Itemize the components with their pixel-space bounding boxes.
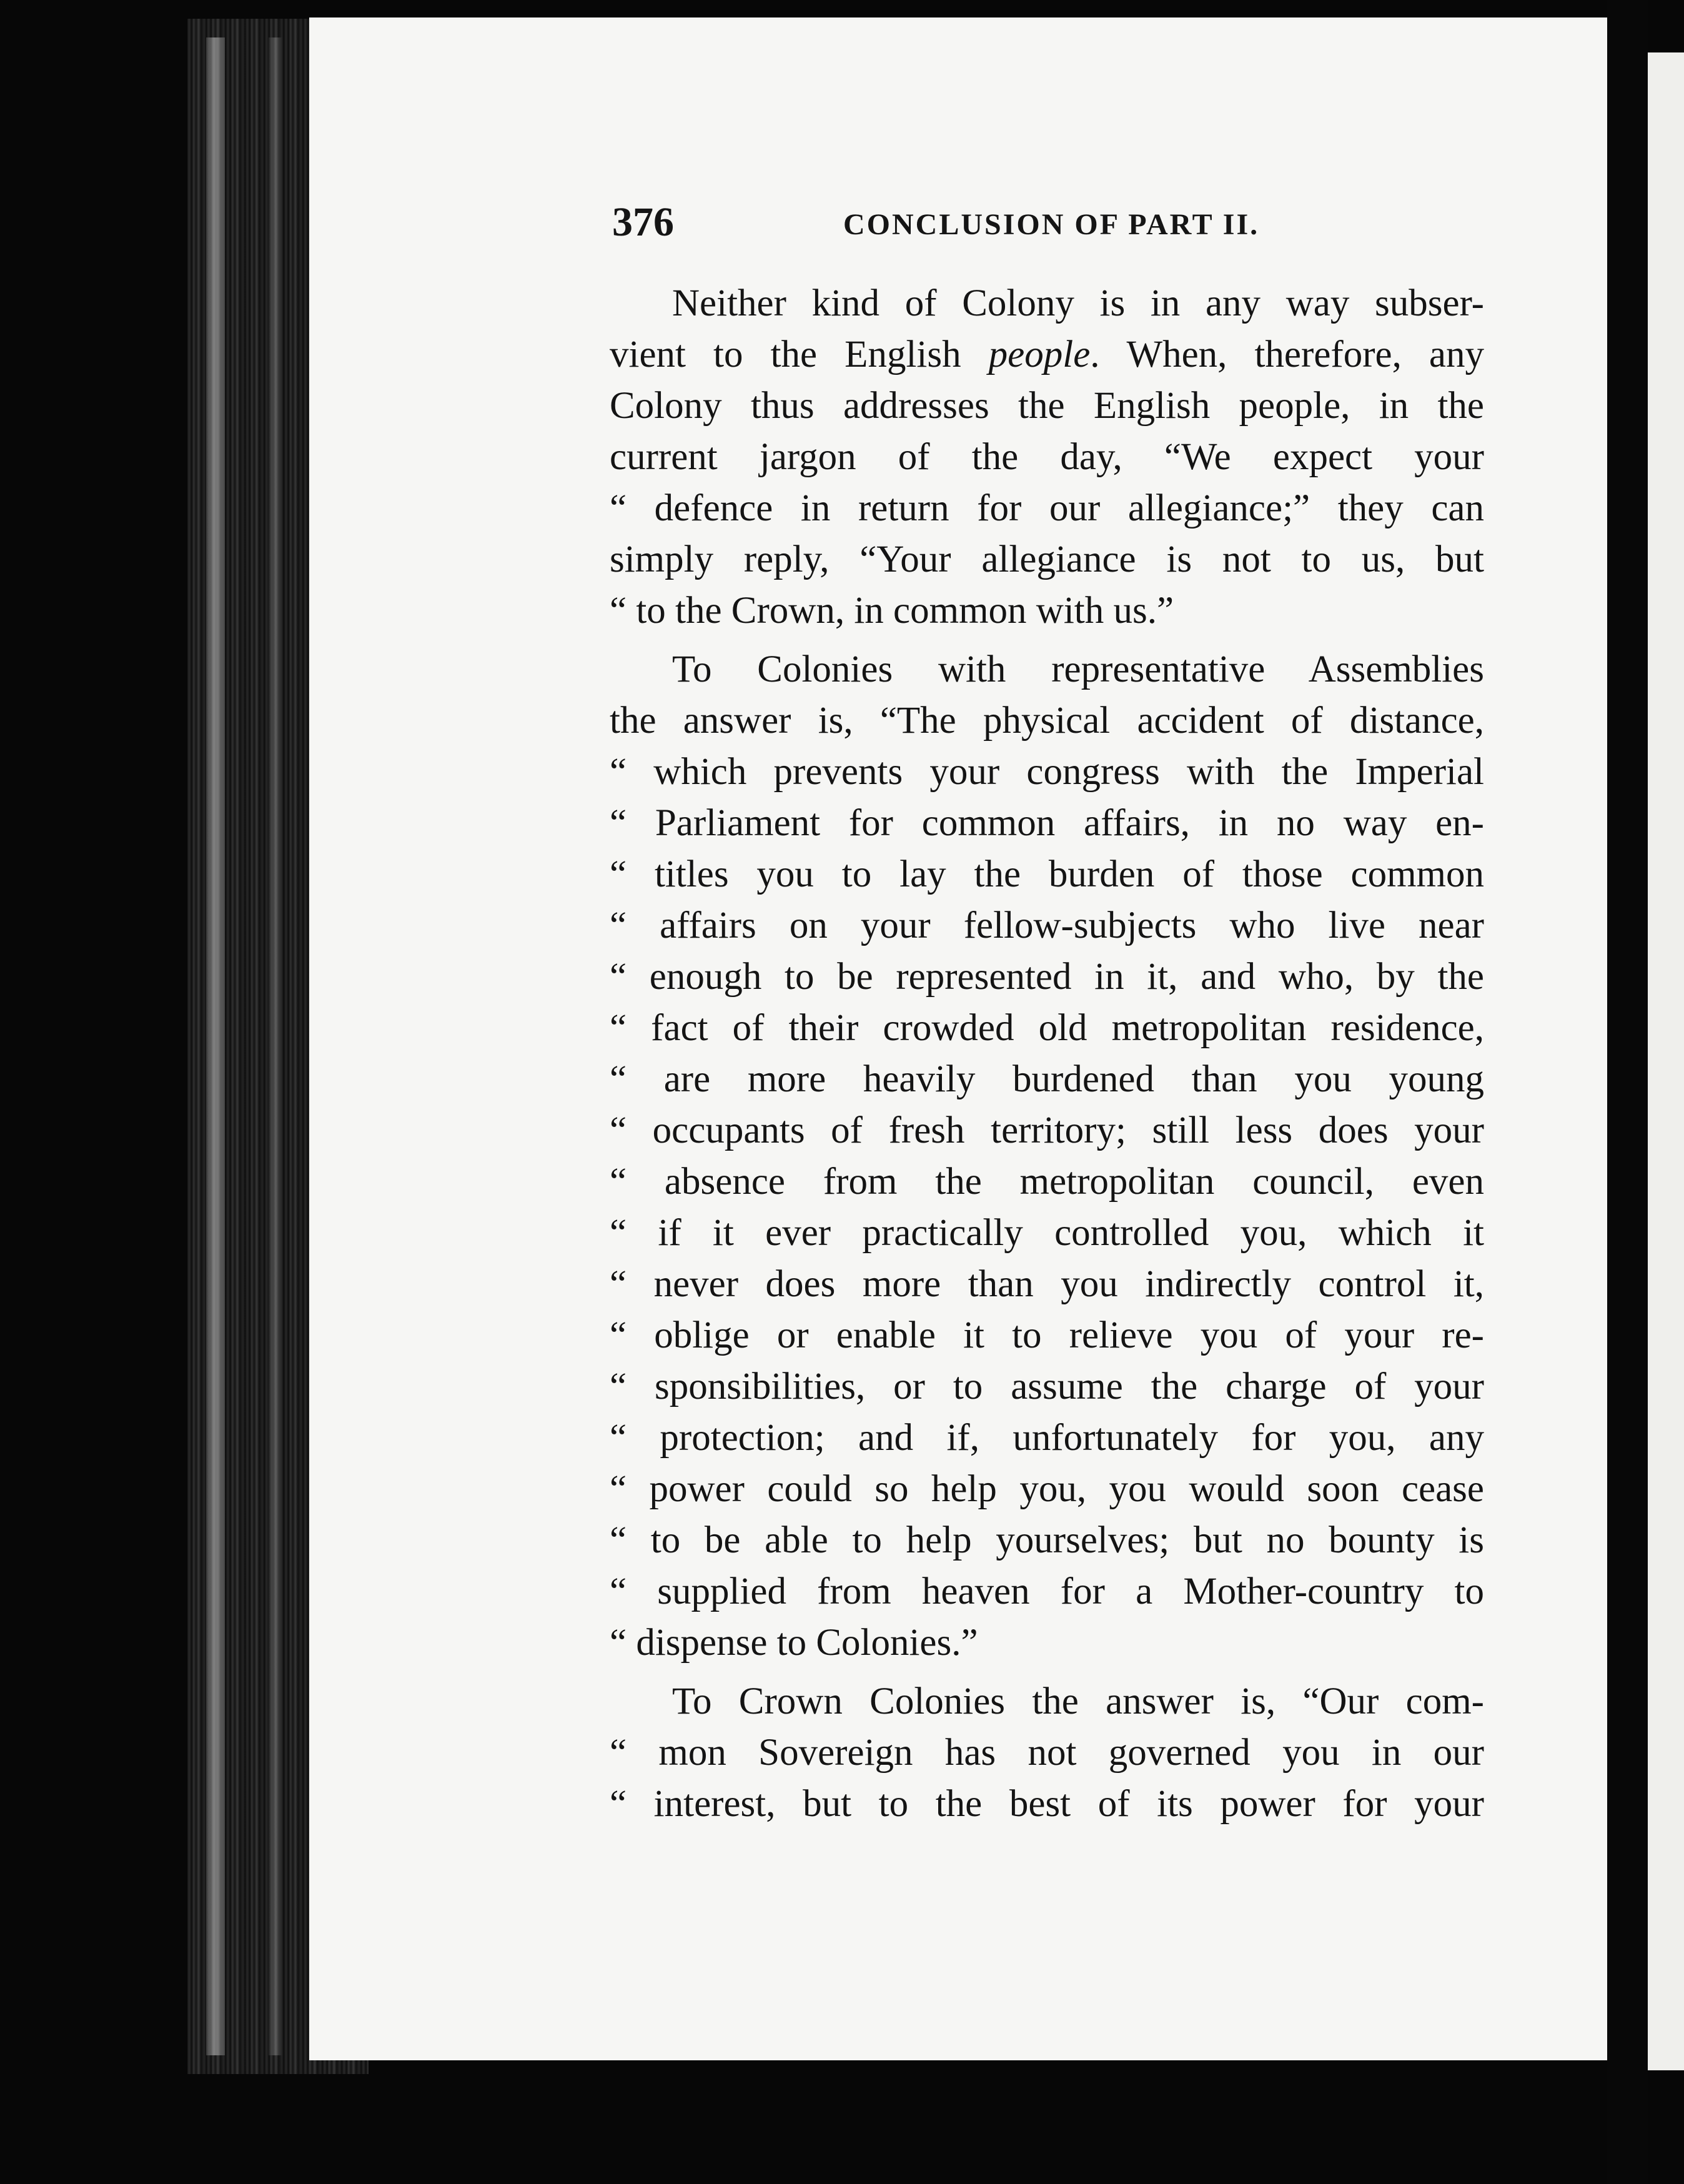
text-line [610, 329, 1484, 380]
text-line: “ fact of their crowded old metropolitan residence, [610, 1007, 1484, 1049]
text-segment: vient to the English [610, 334, 989, 375]
text-line: “ oblige or enable it to relieve you of your re- [610, 1314, 1484, 1356]
facing-page-edge [1648, 52, 1684, 2070]
text-line: “ if it ever practically controlled you, which it [610, 1212, 1484, 1254]
text-line: Colony thus addresses the English people, in the [610, 385, 1484, 427]
running-head [612, 199, 1684, 261]
text-segment: . When, therefore, any [1090, 334, 1485, 375]
text-line: “ power could so help you, you would soon cease [610, 1468, 1484, 1510]
text-line: “ to be able to help yourselves; but no bounty is [610, 1519, 1484, 1561]
text-line: “ titles you to lay the burden of those common [610, 853, 1484, 895]
text-line: Neither kind of Colony is in any way subser- [672, 282, 1484, 324]
text-line: “ mon Sovereign has not governed you in our [610, 1732, 1484, 1774]
text-line: “ never does more than you indirectly control it, [610, 1263, 1484, 1305]
text-line: “ to the Crown, in common with us.” [610, 590, 1174, 632]
text-line: simply reply, “Your allegiance is not to us, but [610, 539, 1484, 580]
text-line: “ supplied from heaven for a Mother-country to [610, 1571, 1484, 1612]
text-line: “ occupants of fresh territory; still less does your [610, 1109, 1484, 1151]
page-number: 376 [612, 199, 674, 245]
page-edge-highlight [206, 37, 225, 2055]
text-line: To Crown Colonies the answer is, “Our com- [672, 1680, 1484, 1722]
page-edge-highlight [269, 37, 282, 2055]
text-line: To Colonies with representative Assemblies [672, 648, 1484, 690]
text-line: “ sponsibilities, or to assume the charge of your [610, 1366, 1484, 1407]
text-line: “ enough to be represented in it, and who, by the [610, 956, 1484, 998]
page-gutter [1607, 0, 1648, 2184]
text-line: “ protection; and if, unfortunately for you, any [610, 1417, 1484, 1459]
text-line: current jargon of the day, “We expect your [610, 436, 1484, 478]
paragraph-gap [610, 1669, 1484, 1676]
text-line: “ are more heavily burdened than you young [610, 1058, 1484, 1100]
text-line: “ defence in return for our allegiance;” they can [610, 487, 1484, 529]
body-text [610, 278, 1484, 1830]
emphasis-word: people [988, 334, 1091, 375]
text-line: “ Parliament for common affairs, in no way en- [610, 802, 1484, 844]
chapter-title: CONCLUSION OF PART II. [843, 208, 1260, 241]
text-line: “ which prevents your congress with the Imperial [610, 751, 1484, 793]
text-line: “ affairs on your fellow-subjects who live near [610, 905, 1484, 946]
paragraph-gap [610, 637, 1484, 644]
text-line: “ interest, but to the best of its power for your [610, 1783, 1484, 1825]
text-line: “ dispense to Colonies.” [610, 1622, 978, 1664]
text-line: “ absence from the metropolitan council, even [610, 1161, 1484, 1203]
text-line: the answer is, “The physical accident of distance, [610, 700, 1484, 742]
